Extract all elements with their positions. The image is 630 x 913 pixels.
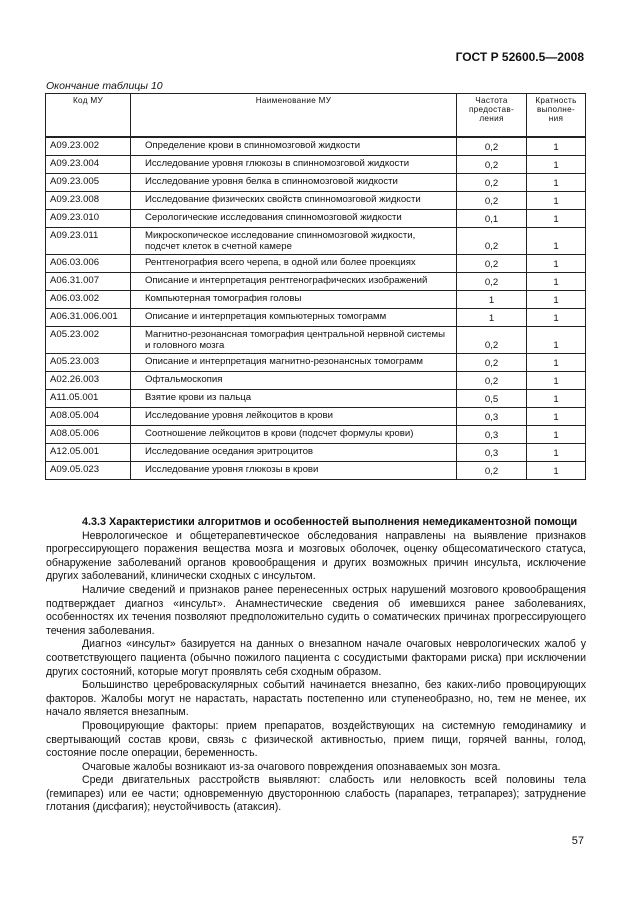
multiplicity-cell: 1 [526, 291, 585, 309]
code-cell: A05.23.002 [46, 327, 131, 354]
frequency-cell: 0,2 [457, 462, 527, 480]
multiplicity-cell: 1 [526, 462, 585, 480]
paragraph: Провоцирующие факторы: прием препаратов, воздействующих на системную гемодинамику и свертывающий состав крови, связь с физической активностью, прием пищи, горячей ванны, голод, состояние после операции, беременность. [46, 719, 586, 760]
frequency-cell: 0,2 [457, 174, 527, 192]
code-cell: A05.23.003 [46, 354, 131, 372]
name-cell: Описание и интерпретация компьютерных томограмм [130, 309, 456, 327]
name-cell: Описание и интерпретация рентгенографических изображений [130, 273, 456, 291]
paragraph: Большинство цереброваскулярных событий начинается внезапно, без каких-либо провоцирующих факторов. Жалобы могут не нарастать, нарастать постепенно или ступенеобразно, но, тем не менее, их начало является внезапным. [46, 679, 586, 719]
table-row [46, 156, 586, 174]
name-cell: Определение крови в спинномозговой жидкости [130, 137, 456, 156]
multiplicity-cell: 1 [526, 273, 585, 291]
frequency-cell: 0,2 [457, 137, 527, 156]
frequency-cell: 0,3 [457, 426, 527, 444]
multiplicity-cell: 1 [526, 408, 585, 426]
table-row [46, 462, 586, 480]
multiplicity-cell: 1 [526, 210, 585, 228]
table-row [46, 255, 586, 273]
frequency-cell: 0,3 [457, 444, 527, 462]
table-row [46, 192, 586, 210]
frequency-cell: 0,2 [457, 255, 527, 273]
code-cell: A09.05.023 [46, 462, 131, 480]
column-header: Наименование МУ [130, 94, 456, 138]
table-row [46, 426, 586, 444]
paragraph: Очаговые жалобы возникают из-за очагового повреждения опознаваемых зон мозга. [82, 760, 501, 773]
multiplicity-cell: 1 [526, 174, 585, 192]
multiplicity-cell: 1 [526, 327, 585, 354]
code-cell: A09.23.002 [46, 137, 131, 156]
code-cell: A06.03.002 [46, 291, 131, 309]
code-cell: A06.31.007 [46, 273, 131, 291]
name-cell: Исследование физических свойств спинномозговой жидкости [130, 192, 456, 210]
name-cell: Серологические исследования спинномозговой жидкости [130, 210, 456, 228]
code-cell: A09.23.010 [46, 210, 131, 228]
code-cell: A06.31.006.001 [46, 309, 131, 327]
section-body [46, 516, 586, 815]
multiplicity-cell: 1 [526, 156, 585, 174]
multiplicity-cell: 1 [526, 255, 585, 273]
section-title: 4.3.3 Характеристики алгоритмов и особенностей выполнения немедикаментозной помощи [82, 516, 578, 528]
multiplicity-cell: 1 [526, 309, 585, 327]
multiplicity-cell: 1 [526, 137, 585, 156]
table-row [46, 291, 586, 309]
code-cell: A12.05.001 [46, 444, 131, 462]
multiplicity-cell: 1 [526, 426, 585, 444]
multiplicity-cell: 1 [526, 354, 585, 372]
code-cell: A09.23.004 [46, 156, 131, 174]
code-cell: A08.05.006 [46, 426, 131, 444]
table-row [46, 174, 586, 192]
frequency-cell: 0,2 [457, 156, 527, 174]
name-cell: Офтальмоскопия [130, 372, 456, 390]
table-row [46, 408, 586, 426]
name-cell: Исследование уровня лейкоцитов в крови [130, 408, 456, 426]
table-header-row [46, 94, 586, 138]
table-row [46, 309, 586, 327]
table-row [46, 372, 586, 390]
table-row [46, 354, 586, 372]
table-row [46, 273, 586, 291]
table-row [46, 228, 586, 255]
code-cell: A08.05.004 [46, 408, 131, 426]
table-row [46, 390, 586, 408]
table-row [46, 210, 586, 228]
page-number: 57 [571, 835, 584, 847]
code-cell: A09.23.008 [46, 192, 131, 210]
services-table [45, 93, 586, 480]
table-row [46, 444, 586, 462]
code-cell: A09.23.005 [46, 174, 131, 192]
table-row [46, 137, 586, 156]
column-header: Частота предостав-ления [457, 94, 527, 138]
code-cell: A06.03.006 [46, 255, 131, 273]
code-cell: A02.26.003 [46, 372, 131, 390]
name-cell: Исследование уровня глюкозы в спинномозговой жидкости [130, 156, 456, 174]
frequency-cell: 0,5 [457, 390, 527, 408]
name-cell: Рентгенография всего черепа, в одной или более проекциях [130, 255, 456, 273]
multiplicity-cell: 1 [526, 192, 585, 210]
frequency-cell: 1 [457, 291, 527, 309]
frequency-cell: 0,2 [457, 327, 527, 354]
table-row [46, 327, 586, 354]
frequency-cell: 1 [457, 309, 527, 327]
multiplicity-cell: 1 [526, 372, 585, 390]
frequency-cell: 0,2 [457, 192, 527, 210]
paragraph: Наличие сведений и признаков ранее перенесенных острых нарушений мозгового кровообращения подтверждает диагноз «инсульт». Анамнестические сведения об имевшихся ранее заболеваниях, особенностях их течения позволяют предположительно судить о соматических причинах прогрессирующего течения заболевания. [46, 583, 586, 637]
multiplicity-cell: 1 [526, 444, 585, 462]
frequency-cell: 0,2 [457, 273, 527, 291]
document-header: ГОСТ Р 52600.5—2008 [455, 50, 584, 64]
code-cell: A11.05.001 [46, 390, 131, 408]
name-cell: Соотношение лейкоцитов в крови (подсчет формулы крови) [130, 426, 456, 444]
name-cell: Компьютерная томография головы [130, 291, 456, 309]
name-cell: Описание и интерпретация магнитно-резонансных томограмм [130, 354, 456, 372]
name-cell: Взятие крови из пальца [130, 390, 456, 408]
frequency-cell: 0,2 [457, 354, 527, 372]
column-header: Код МУ [46, 94, 131, 138]
frequency-cell: 0,1 [457, 210, 527, 228]
paragraph: Диагноз «инсульт» базируется на данных о внезапном начале очаговых неврологических жалоб у соответствующего пациента (обычно пожилого пациента с сосудистыми факторами риска) при исключении других состояний, которые могут проявлять себя сходным образом. [46, 638, 586, 678]
table-caption: Окончание таблицы 10 [46, 80, 163, 92]
frequency-cell: 0,2 [457, 228, 527, 255]
name-cell: Магнитно-резонансная томография центральной нервной системы и головного мозга [130, 327, 456, 354]
name-cell: Исследование оседания эритроцитов [130, 444, 456, 462]
name-cell: Микроскопическое исследование спинномозговой жидкости, подсчет клеток в счетной камере [130, 228, 456, 255]
name-cell: Исследование уровня глюкозы в крови [130, 462, 456, 480]
column-header: Кратность выполне-ния [526, 94, 585, 138]
code-cell: A09.23.011 [46, 228, 131, 255]
paragraph: Среди двигательных расстройств выявляют: слабость или неловкость всей половины тела (гемипарез) или ее части; одновременную двустороннюю слабость (парапарез, тетрапарез); затруднение глотания (дисфагия); неустойчивость (атаксия). [46, 774, 586, 814]
name-cell: Исследование уровня белка в спинномозговой жидкости [130, 174, 456, 192]
multiplicity-cell: 1 [526, 228, 585, 255]
frequency-cell: 0,2 [457, 372, 527, 390]
frequency-cell: 0,3 [457, 408, 527, 426]
multiplicity-cell: 1 [526, 390, 585, 408]
paragraph: Неврологическое и общетерапевтическое обследования направлены на выявление признаков прогрессирующего поражения вещества мозга и мозговых оболочек, оценку общесоматического статуса, обнаружение заболеваний органов кровообращения и других возможных причин инсульта, исключение других заболеваний, клинически сходных с инсультом. [46, 529, 586, 583]
